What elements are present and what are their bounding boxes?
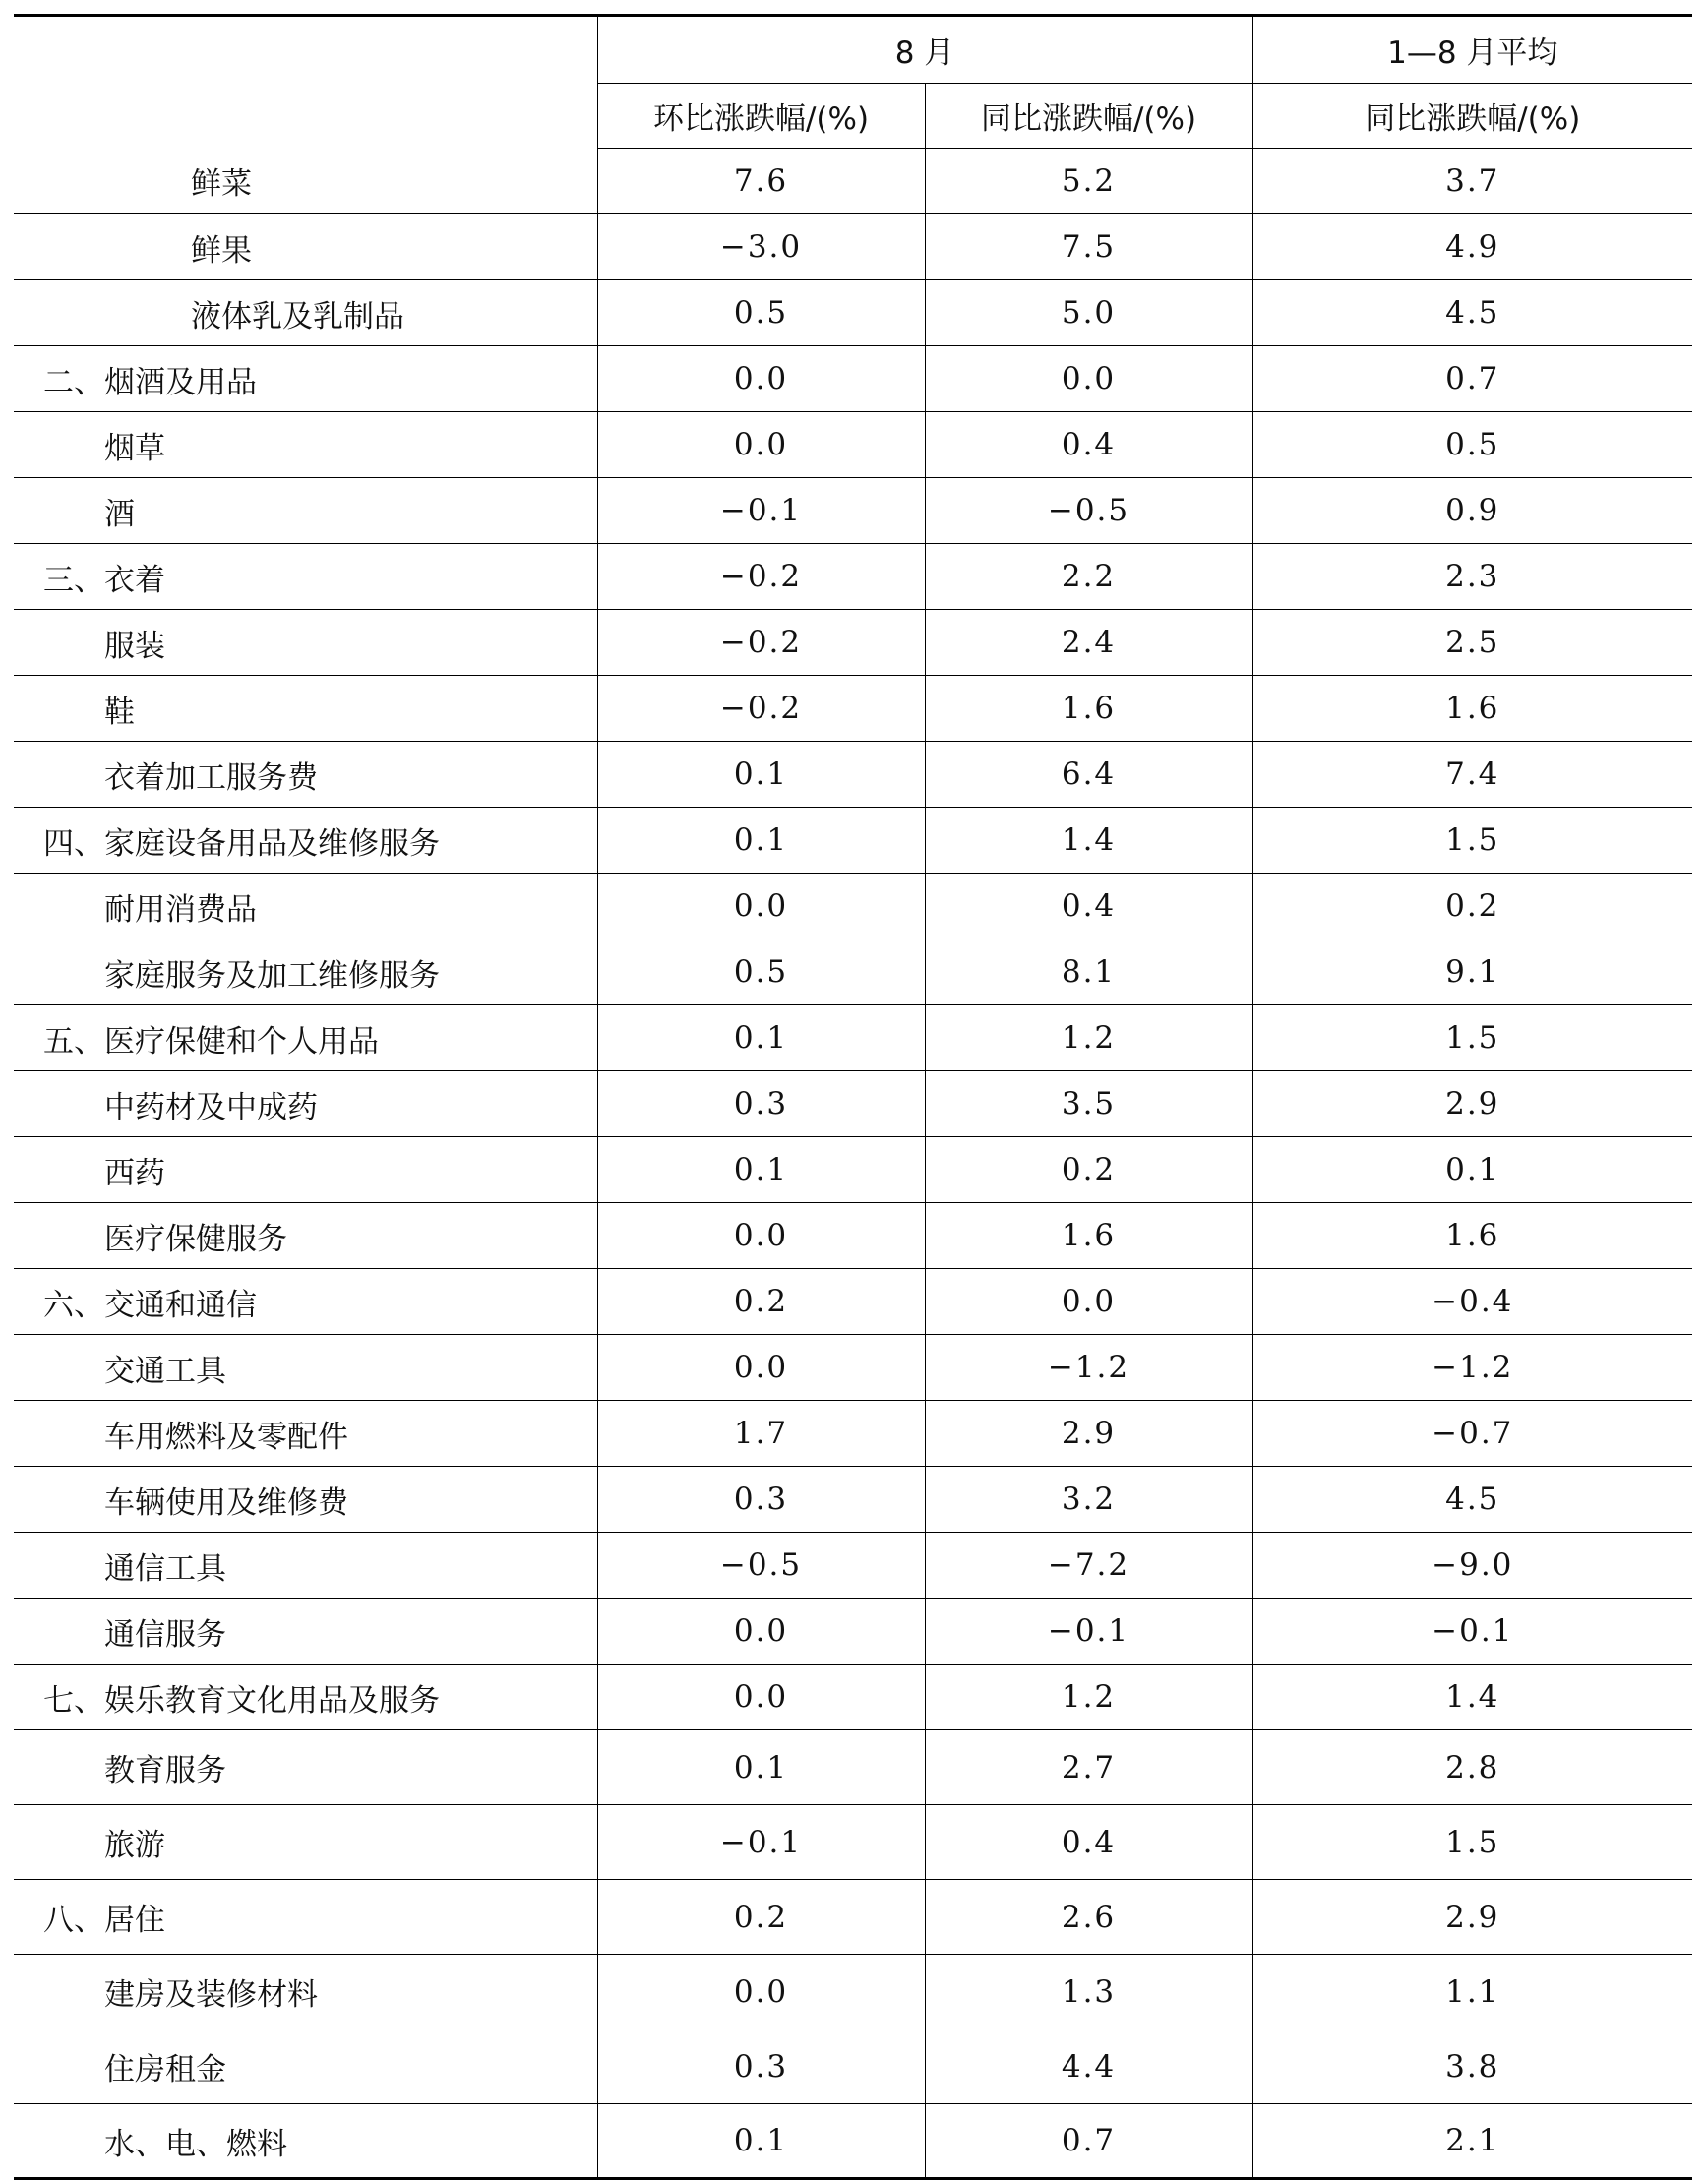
yoy-change-cell: 0.4 (925, 412, 1252, 478)
table-row (14, 610, 1692, 676)
average-yoy-change-cell: −0.7 (1252, 1401, 1692, 1467)
category-cell: 交通工具 (14, 1335, 597, 1401)
mom-change-cell: −0.5 (597, 1533, 925, 1599)
mom-change-cell: 0.0 (597, 1665, 925, 1730)
cpi-change-table (14, 14, 1692, 2180)
category-cell: 烟草 (14, 412, 597, 478)
mom-change-cell: 0.3 (597, 1071, 925, 1137)
cpi-table-container (14, 14, 1692, 2180)
mom-change-cell: 0.1 (597, 1005, 925, 1071)
average-yoy-change-cell: −1.2 (1252, 1335, 1692, 1401)
category-cell: 鞋 (14, 676, 597, 742)
average-yoy-change-cell: 0.7 (1252, 346, 1692, 412)
category-cell: 衣着加工服务费 (14, 742, 597, 808)
table-row (14, 544, 1692, 610)
category-cell: 车用燃料及零配件 (14, 1401, 597, 1467)
table-row (14, 742, 1692, 808)
table-row (14, 2029, 1692, 2104)
mom-change-cell: 0.5 (597, 280, 925, 346)
category-cell: 西药 (14, 1137, 597, 1203)
table-row (14, 1533, 1692, 1599)
yoy-change-cell: 1.6 (925, 1203, 1252, 1269)
table-row (14, 1599, 1692, 1665)
category-cell: 服装 (14, 610, 597, 676)
header-category-blank (14, 16, 597, 149)
yoy-change-cell: 5.0 (925, 280, 1252, 346)
average-yoy-change-cell: 3.8 (1252, 2029, 1692, 2104)
mom-change-cell: 0.0 (597, 1203, 925, 1269)
average-yoy-change-cell: 1.1 (1252, 1955, 1692, 2029)
yoy-change-cell: 1.6 (925, 676, 1252, 742)
average-yoy-change-cell: 3.7 (1252, 149, 1692, 214)
table-row (14, 1665, 1692, 1730)
mom-change-cell: −0.2 (597, 610, 925, 676)
mom-change-cell: −0.2 (597, 544, 925, 610)
category-cell: 建房及装修材料 (14, 1955, 597, 2029)
header-average-yoy-change: 同比涨跌幅/(%) (1252, 84, 1692, 149)
yoy-change-cell: 7.5 (925, 214, 1252, 280)
mom-change-cell: 0.0 (597, 1955, 925, 2029)
average-yoy-change-cell: 0.2 (1252, 874, 1692, 939)
yoy-change-cell: 2.4 (925, 610, 1252, 676)
average-yoy-change-cell: 2.9 (1252, 1880, 1692, 1955)
category-cell: 八、居住 (14, 1880, 597, 1955)
header-row-groups (14, 16, 1692, 84)
yoy-change-cell: 0.2 (925, 1137, 1252, 1203)
mom-change-cell: 0.2 (597, 1269, 925, 1335)
mom-change-cell: 7.6 (597, 149, 925, 214)
yoy-change-cell: 2.7 (925, 1730, 1252, 1805)
category-cell: 教育服务 (14, 1730, 597, 1805)
average-yoy-change-cell: 4.9 (1252, 214, 1692, 280)
yoy-change-cell: 8.1 (925, 939, 1252, 1005)
average-yoy-change-cell: −9.0 (1252, 1533, 1692, 1599)
yoy-change-cell: 0.0 (925, 1269, 1252, 1335)
mom-change-cell: −0.1 (597, 1805, 925, 1880)
category-cell: 七、娱乐教育文化用品及服务 (14, 1665, 597, 1730)
yoy-change-cell: 3.5 (925, 1071, 1252, 1137)
average-yoy-change-cell: 7.4 (1252, 742, 1692, 808)
yoy-change-cell: 0.0 (925, 346, 1252, 412)
category-cell: 旅游 (14, 1805, 597, 1880)
category-cell: 车辆使用及维修费 (14, 1467, 597, 1533)
yoy-change-cell: 1.3 (925, 1955, 1252, 2029)
mom-change-cell: 0.3 (597, 2029, 925, 2104)
mom-change-cell: 0.1 (597, 742, 925, 808)
category-cell: 家庭服务及加工维修服务 (14, 939, 597, 1005)
table-row (14, 1137, 1692, 1203)
yoy-change-cell: −1.2 (925, 1335, 1252, 1401)
mom-change-cell: 0.0 (597, 1599, 925, 1665)
mom-change-cell: 0.3 (597, 1467, 925, 1533)
average-yoy-change-cell: 0.5 (1252, 412, 1692, 478)
category-cell: 住房租金 (14, 2029, 597, 2104)
category-cell: 五、医疗保健和个人用品 (14, 1005, 597, 1071)
average-yoy-change-cell: 1.6 (1252, 676, 1692, 742)
yoy-change-cell: 2.2 (925, 544, 1252, 610)
category-cell: 医疗保健服务 (14, 1203, 597, 1269)
yoy-change-cell: −0.1 (925, 1599, 1252, 1665)
table-row (14, 2104, 1692, 2179)
table-row (14, 1401, 1692, 1467)
average-yoy-change-cell: 9.1 (1252, 939, 1692, 1005)
category-cell: 水、电、燃料 (14, 2104, 597, 2179)
average-yoy-change-cell: 2.9 (1252, 1071, 1692, 1137)
category-cell: 四、家庭设备用品及维修服务 (14, 808, 597, 874)
table-row (14, 1730, 1692, 1805)
yoy-change-cell: 1.2 (925, 1005, 1252, 1071)
category-cell: 通信工具 (14, 1533, 597, 1599)
category-cell: 中药材及中成药 (14, 1071, 597, 1137)
table-row (14, 1467, 1692, 1533)
category-cell: 酒 (14, 478, 597, 544)
yoy-change-cell: 2.6 (925, 1880, 1252, 1955)
average-yoy-change-cell: −0.1 (1252, 1599, 1692, 1665)
table-row (14, 1005, 1692, 1071)
table-row (14, 1071, 1692, 1137)
table-row (14, 1805, 1692, 1880)
yoy-change-cell: −0.5 (925, 478, 1252, 544)
category-cell: 鲜菜 (14, 149, 597, 214)
mom-change-cell: 0.1 (597, 1730, 925, 1805)
yoy-change-cell: 6.4 (925, 742, 1252, 808)
table-row (14, 214, 1692, 280)
category-cell: 三、衣着 (14, 544, 597, 610)
average-yoy-change-cell: 1.6 (1252, 1203, 1692, 1269)
average-yoy-change-cell: 1.5 (1252, 1805, 1692, 1880)
average-yoy-change-cell: 2.1 (1252, 2104, 1692, 2179)
table-row (14, 874, 1692, 939)
average-yoy-change-cell: 4.5 (1252, 1467, 1692, 1533)
header-group-jan-aug-average: 1—8 月平均 (1252, 16, 1692, 84)
table-body (14, 149, 1692, 2179)
category-cell: 二、烟酒及用品 (14, 346, 597, 412)
yoy-change-cell: 4.4 (925, 2029, 1252, 2104)
table-row (14, 1955, 1692, 2029)
yoy-change-cell: −7.2 (925, 1533, 1252, 1599)
category-cell: 耐用消费品 (14, 874, 597, 939)
average-yoy-change-cell: −0.4 (1252, 1269, 1692, 1335)
header-group-august: 8 月 (597, 16, 1252, 84)
yoy-change-cell: 3.2 (925, 1467, 1252, 1533)
average-yoy-change-cell: 0.9 (1252, 478, 1692, 544)
mom-change-cell: 0.1 (597, 2104, 925, 2179)
average-yoy-change-cell: 1.5 (1252, 808, 1692, 874)
mom-change-cell: 1.7 (597, 1401, 925, 1467)
mom-change-cell: 0.1 (597, 808, 925, 874)
mom-change-cell: 0.0 (597, 412, 925, 478)
header-yoy-change: 同比涨跌幅/(%) (925, 84, 1252, 149)
header-mom-change: 环比涨跌幅/(%) (597, 84, 925, 149)
average-yoy-change-cell: 0.1 (1252, 1137, 1692, 1203)
category-cell: 鲜果 (14, 214, 597, 280)
category-cell: 通信服务 (14, 1599, 597, 1665)
mom-change-cell: 0.0 (597, 874, 925, 939)
yoy-change-cell: 1.4 (925, 808, 1252, 874)
category-cell: 液体乳及乳制品 (14, 280, 597, 346)
mom-change-cell: −3.0 (597, 214, 925, 280)
table-row (14, 1269, 1692, 1335)
mom-change-cell: 0.5 (597, 939, 925, 1005)
yoy-change-cell: 0.7 (925, 2104, 1252, 2179)
mom-change-cell: 0.0 (597, 1335, 925, 1401)
table-header (14, 16, 1692, 149)
average-yoy-change-cell: 1.5 (1252, 1005, 1692, 1071)
table-row (14, 149, 1692, 214)
table-row (14, 346, 1692, 412)
mom-change-cell: 0.1 (597, 1137, 925, 1203)
table-row (14, 280, 1692, 346)
average-yoy-change-cell: 2.3 (1252, 544, 1692, 610)
yoy-change-cell: 1.2 (925, 1665, 1252, 1730)
category-cell: 六、交通和通信 (14, 1269, 597, 1335)
average-yoy-change-cell: 2.8 (1252, 1730, 1692, 1805)
table-row (14, 1335, 1692, 1401)
table-row (14, 676, 1692, 742)
table-row (14, 1203, 1692, 1269)
table-row (14, 1880, 1692, 1955)
average-yoy-change-cell: 1.4 (1252, 1665, 1692, 1730)
average-yoy-change-cell: 4.5 (1252, 280, 1692, 346)
mom-change-cell: −0.1 (597, 478, 925, 544)
mom-change-cell: 0.0 (597, 346, 925, 412)
yoy-change-cell: 0.4 (925, 874, 1252, 939)
mom-change-cell: 0.2 (597, 1880, 925, 1955)
yoy-change-cell: 0.4 (925, 1805, 1252, 1880)
table-row (14, 412, 1692, 478)
yoy-change-cell: 2.9 (925, 1401, 1252, 1467)
mom-change-cell: −0.2 (597, 676, 925, 742)
yoy-change-cell: 5.2 (925, 149, 1252, 214)
table-row (14, 939, 1692, 1005)
average-yoy-change-cell: 2.5 (1252, 610, 1692, 676)
table-row (14, 478, 1692, 544)
table-row (14, 808, 1692, 874)
